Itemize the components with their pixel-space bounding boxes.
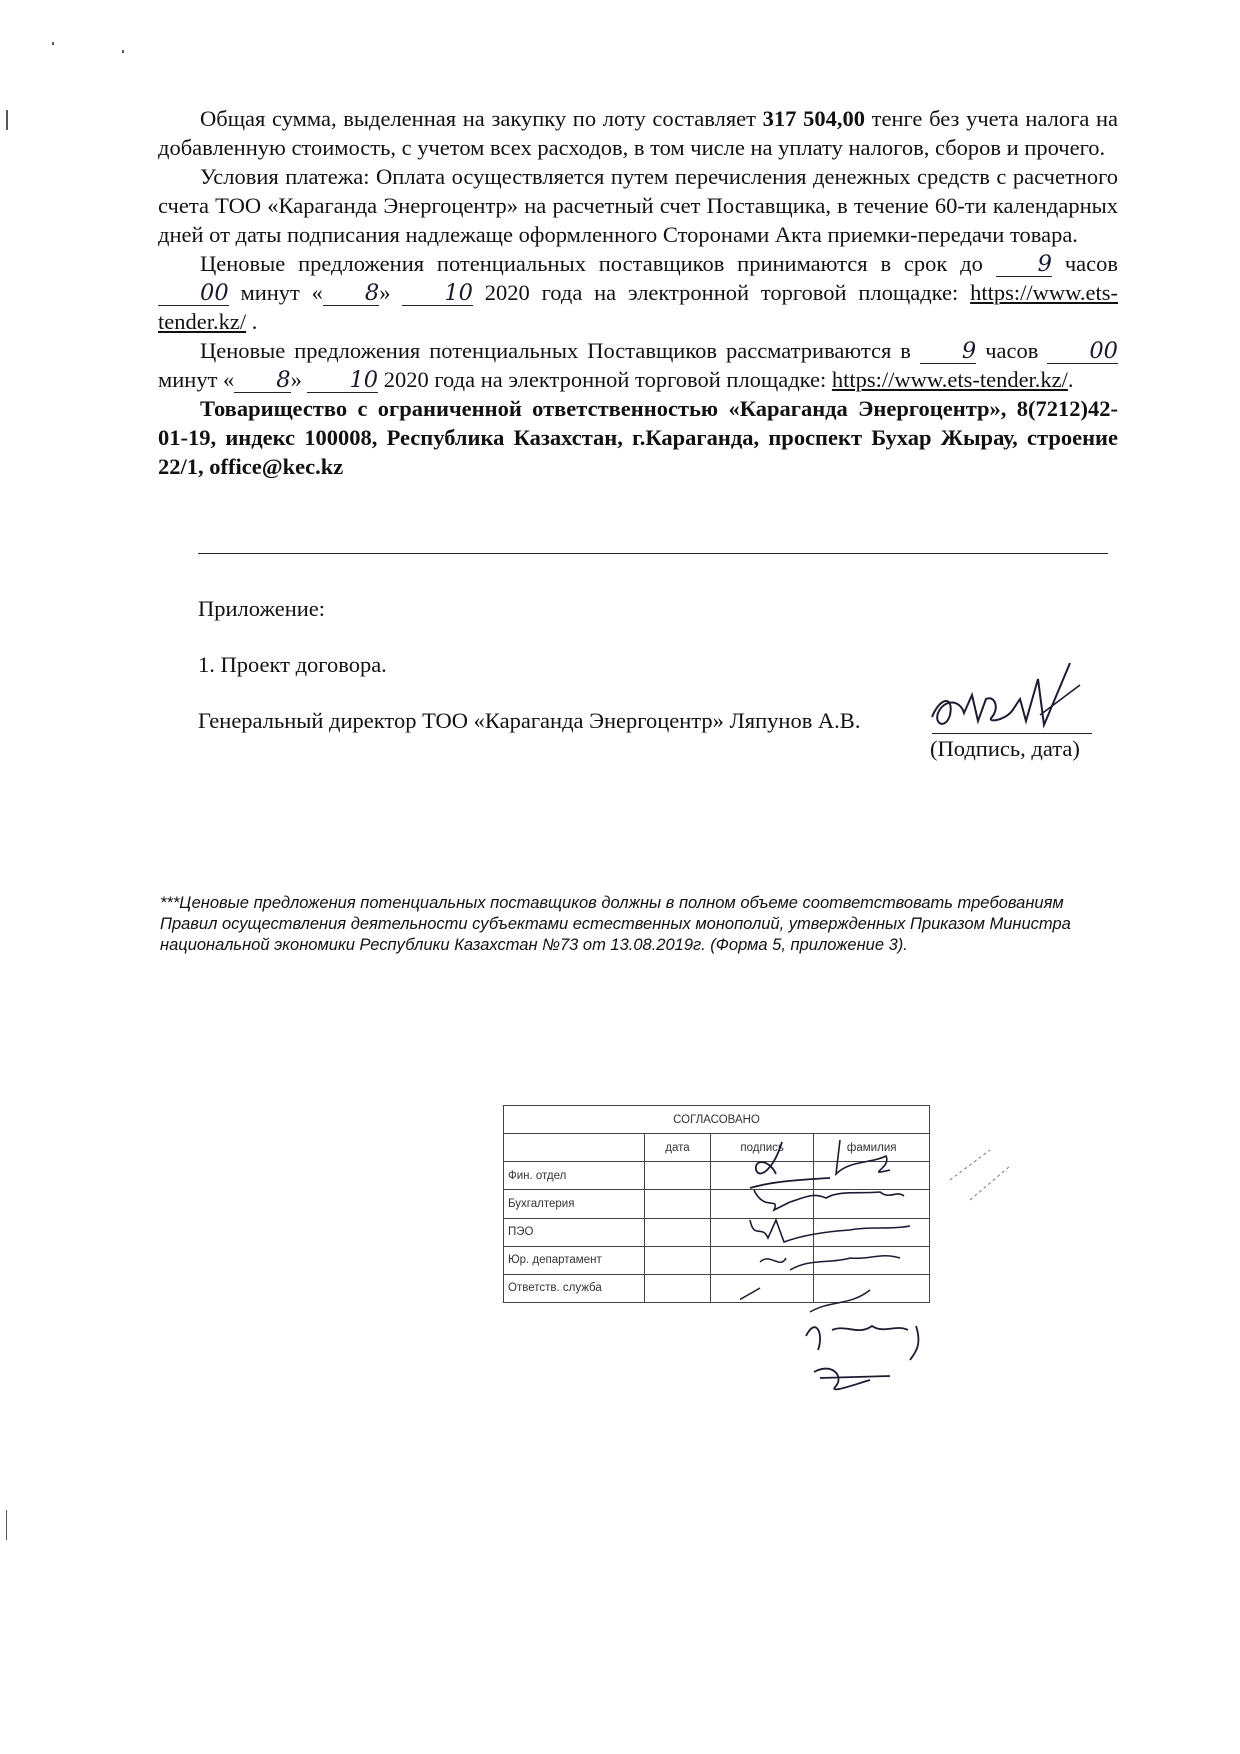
paragraph-submission-deadline <box>158 249 1118 336</box>
approval-title: СОГЛАСОВАНО <box>504 1106 930 1134</box>
approval-cell <box>645 1246 711 1274</box>
column-header-surname: фамилия <box>814 1134 930 1162</box>
ets-tender-link[interactable]: https://www.ets-tender.kz/ <box>158 280 1119 334</box>
approval-row <box>504 1190 930 1218</box>
scan-speck <box>52 42 54 45</box>
paragraph-company-details: Товарищество с ограниченной ответственностью «Караганда Энергоцентр», 8(7212)42-01-19, индекс 100008, Республика Казахстан, г.Караганда, проспект Бухар Жырау, строение 22/1, office@kec.kz <box>158 396 1118 479</box>
scan-speck <box>122 50 124 53</box>
text: Ценовые предложения потенциальных Поставщиков рассматриваются в <box>200 338 920 363</box>
text: Общая сумма, выделенная на закупку по лоту составляет <box>200 106 763 131</box>
text: Ценовые предложения потенциальных поставщиков принимаются в срок до <box>200 251 996 276</box>
text: минут « <box>158 367 235 392</box>
text: 2020 года на электронной торговой площадке: <box>378 367 832 392</box>
handwritten-minutes: 00 <box>158 281 229 306</box>
approval-row <box>504 1246 930 1274</box>
ets-tender-link[interactable]: https://www.ets-tender.kz/ <box>831 367 1068 392</box>
approval-row <box>504 1218 930 1246</box>
approval-cell <box>710 1246 814 1274</box>
appendix-label: Приложение: <box>198 596 326 621</box>
approval-cell <box>710 1190 814 1218</box>
approval-cell <box>814 1246 930 1274</box>
approval-row-label: Фин. отдел <box>504 1162 645 1190</box>
approval-table <box>503 1105 930 1303</box>
handwritten-minutes: 00 <box>1047 339 1118 364</box>
column-header-signature: подпись <box>710 1134 814 1162</box>
approval-cell <box>645 1218 711 1246</box>
approval-row <box>504 1162 930 1190</box>
handwritten-hour: 9 <box>996 252 1052 277</box>
text: часов <box>976 338 1048 363</box>
approval-row-label: ПЭО <box>504 1218 645 1246</box>
approval-row-label: Юр. департамент <box>504 1246 645 1274</box>
approval-cell <box>814 1190 930 1218</box>
approval-row-label: Ответств. служба <box>504 1274 645 1302</box>
handwritten-month: 10 <box>307 368 378 393</box>
approval-cell <box>645 1274 711 1302</box>
scan-speck <box>6 1510 7 1540</box>
handwritten-hour: 9 <box>920 339 976 364</box>
text: » <box>290 367 308 392</box>
signature-caption: (Подпись, дата) <box>930 736 1080 761</box>
text: часов <box>1052 251 1118 276</box>
approval-cell <box>645 1190 711 1218</box>
handwritten-month: 10 <box>402 281 473 306</box>
handwritten-day: 8 <box>323 281 379 306</box>
paragraph-budget <box>158 104 1118 162</box>
separator-line <box>198 553 1108 554</box>
approval-corner-cell <box>504 1134 645 1162</box>
text: . <box>246 309 258 334</box>
column-header-date: дата <box>645 1134 711 1162</box>
signatory-line: Генеральный директор ТОО «Караганда Энергоцентр» Ляпунов А.В. <box>198 708 861 733</box>
text: 2020 года на электронной торговой площадке: <box>472 280 971 305</box>
approval-cell <box>710 1218 814 1246</box>
approval-cell <box>710 1162 814 1190</box>
budget-amount: 317 504,00 <box>762 106 865 131</box>
approval-cell <box>814 1162 930 1190</box>
approval-row <box>504 1274 930 1302</box>
approval-row-label: Бухгалтерия <box>504 1190 645 1218</box>
text: » <box>379 280 403 305</box>
paragraph-review-time <box>158 336 1118 394</box>
text: . <box>1067 367 1074 392</box>
scan-speck <box>6 110 8 130</box>
footnote: ***Ценовые предложения потенциальных поставщиков должны в полном объеме соответствовать требованиям Правил осуществления деятельности субъектами естественных монополий, утвержденных Приказом Министра национальной экономики Республики Казахстан №73 от 13.08.2019г. (Форма 5, приложение 3). <box>160 894 1071 954</box>
approval-cell <box>814 1218 930 1246</box>
body-text <box>158 104 1118 481</box>
approval-cell <box>710 1274 814 1302</box>
handwritten-day: 8 <box>234 368 290 393</box>
paragraph-payment-terms: Условия платежа: Оплата осуществляется путем перечисления денежных средств с расчетного счета ТОО «Караганда Энергоцентр» на расчетный счет Поставщика, в течение 60-ти календарных дней от даты подписания надлежаще оформленного Сторонами Акта приемки-передачи товара. <box>158 164 1118 247</box>
text: тенге без учета налога на добавленную стоимость, с учетом всех расходов, в том числе на уплату налогов, сборов и прочего. <box>158 106 1119 160</box>
text: минут « <box>228 280 323 305</box>
approval-cell <box>645 1162 711 1190</box>
approval-cell <box>814 1274 930 1302</box>
appendix-item: 1. Проект договора. <box>198 652 387 677</box>
